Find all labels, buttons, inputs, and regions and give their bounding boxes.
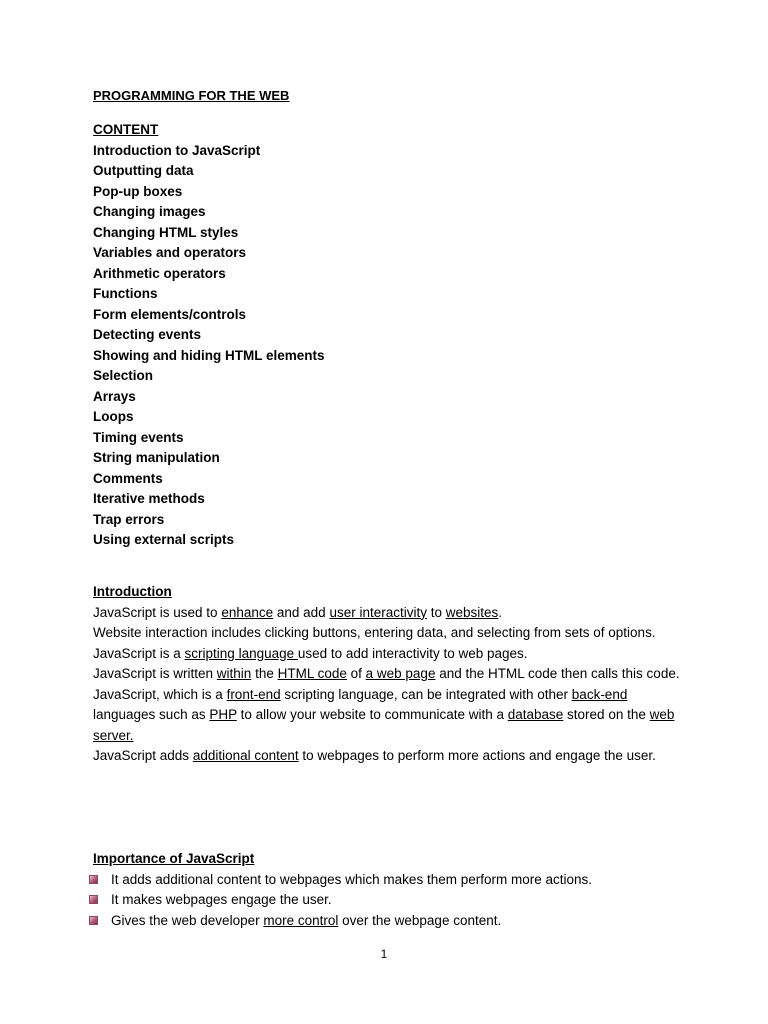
text-run: and add [273,604,330,620]
toc-item: Variables and operators [93,245,247,260]
text-run: . [498,604,503,620]
introduction-body [93,603,693,767]
text-run: stored on the [563,707,650,722]
text-run: JavaScript is used to [93,604,222,620]
underlined-term: additional content [192,748,299,763]
text-run: to [426,604,446,620]
text-run: used to add interactivity to web pages. [297,645,528,661]
text-run: Website interaction includes clicking buttons, entering data, and selecting from sets of options. [93,625,656,640]
text-run: and the HTML code then calls this code. [435,666,680,681]
introduction-heading: Introduction [93,584,172,599]
square-bullet-icon [89,875,98,884]
toc-item: Loops [93,409,134,424]
text-run: JavaScript adds [93,748,193,763]
page-number: 1 [380,947,388,961]
toc-item: Outputting data [93,163,194,178]
toc-item: Introduction to JavaScript [93,142,261,158]
square-bullet-icon [89,895,98,904]
introduction-paragraph [93,746,693,767]
introduction-paragraph [93,603,693,624]
text-run: JavaScript is a [93,645,185,661]
toc-item: Timing events [93,429,184,445]
text-run: Gives the web developer [111,912,264,928]
importance-list [93,870,693,932]
toc-item: Using external scripts [93,532,235,547]
text-run: to allow your website to communicate with a [236,707,508,722]
introduction-paragraph [93,664,693,685]
underlined-term: enhance [221,604,274,620]
text-run: to webpages to perform more actions and engage the user. [298,748,656,763]
toc-item: Arithmetic operators [93,265,226,281]
toc-item: String manipulation [93,450,220,465]
text-run: JavaScript is written [93,666,217,681]
introduction-paragraph [93,644,693,665]
underlined-term: within [216,666,252,681]
toc-item: Functions [93,286,158,301]
document-title: PROGRAMMING FOR THE WEB [93,88,290,103]
importance-item [93,890,693,911]
text-run: the [251,666,278,681]
text-run: of [346,666,366,681]
toc-item: Iterative methods [93,491,205,506]
toc-item: Detecting events [93,327,202,342]
toc-item: Comments [93,470,163,486]
underlined-term: user interactivity [329,604,427,620]
underlined-term: HTML code [277,666,347,681]
text-run: It makes webpages engage the user. [111,892,332,907]
importance-section [93,849,693,931]
toc-item: Changing HTML styles [93,224,239,240]
toc-item: Showing and hiding HTML elements [93,347,325,363]
underlined-term: websites [445,604,499,620]
toc-item: Trap errors [93,511,165,527]
introduction-paragraph [93,685,693,747]
underlined-term: a web page [365,666,436,681]
underlined-term: front-end [226,686,281,702]
toc-item: Form elements/controls [93,306,247,322]
underlined-term: scripting language [184,645,298,661]
introduction-section [93,582,693,767]
toc-item: Pop-up boxes [93,183,183,199]
importance-heading: Importance of JavaScript [93,851,255,866]
toc-item: Arrays [93,388,136,404]
underlined-term: PHP [209,707,237,722]
square-bullet-icon [89,916,98,925]
text-run: languages such as [93,707,210,722]
toc-item: Changing images [93,204,206,219]
text-run: JavaScript, which is a [93,686,227,702]
importance-item [93,911,693,932]
table-of-contents [93,120,325,551]
underlined-term: web server. [93,707,675,743]
underlined-term: database [507,707,564,722]
toc-item: Selection [93,368,154,383]
text-run: scripting language, can be integrated with other [280,686,572,702]
text-run: over the webpage content. [338,912,502,928]
underlined-term: back-end [571,686,628,702]
text-run: It adds additional content to webpages which makes them perform more actions. [111,871,593,887]
introduction-paragraph [93,623,693,644]
underlined-term: more control [263,912,339,928]
importance-item [93,870,693,891]
toc-heading: CONTENT [93,122,159,137]
toc-list [93,141,325,551]
